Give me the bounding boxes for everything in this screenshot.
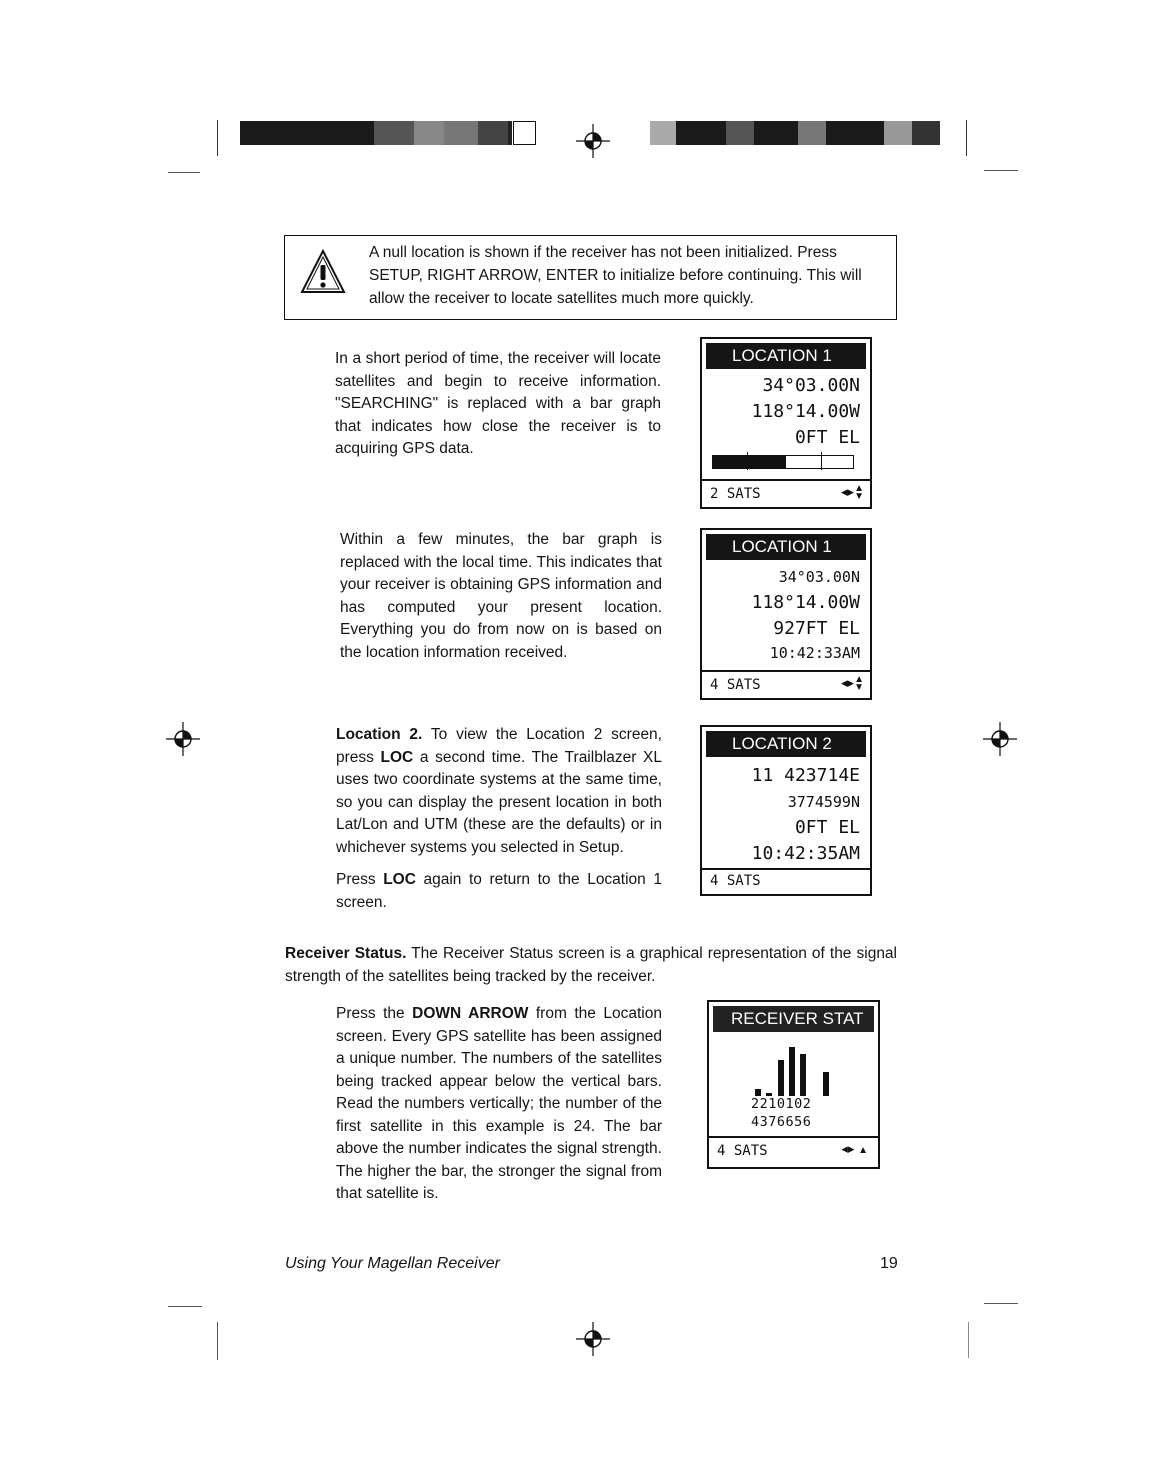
elevation-value: 0FT EL xyxy=(794,427,860,448)
satellite-count: 4 SATS xyxy=(717,1143,768,1159)
longitude-value: 118°14.00W xyxy=(751,592,860,613)
section-3-text-c: Press xyxy=(336,871,384,888)
elevation-value: 0FT EL xyxy=(794,817,860,838)
registration-target-left xyxy=(166,722,200,756)
section-1-text: In a short period of time, the receiver will locate satellites and begin to receive information. "SEARCHING" is replaced with a bar graph that indicates how close the receiver is to acquiring GPS data. xyxy=(335,350,661,457)
location-2-heading: Location 2. xyxy=(336,726,423,743)
footer-title: Using Your Magellan Receiver xyxy=(285,1255,500,1272)
crop-mark-bl xyxy=(168,1306,202,1307)
screen-divider xyxy=(702,479,870,481)
local-time-value: 10:42:35AM xyxy=(751,843,860,864)
nav-arrows-icon: ◂▸▲ ▼ xyxy=(841,482,864,502)
section-3-text-2 xyxy=(336,869,662,914)
receiver-status-sub-b: from the Location screen. Every GPS satellite has been assigned a unique number. The numbers of the satellites being tracked appear below the vertical bars. Read the numbers vertically; the number of the first satellite in this example is 24. The bar above the number indicates the signal strength. The higher the bar, the stronger the signal from that satellite is. xyxy=(336,1005,662,1202)
section-3-text-1 xyxy=(336,724,662,859)
utm-northing-value: 3774599N xyxy=(787,793,860,811)
crop-mark-left-bottom xyxy=(217,1322,218,1360)
satellite-number-top-row: 2210102 xyxy=(751,1096,812,1112)
registration-target-right xyxy=(983,722,1017,756)
crop-mark-left xyxy=(217,120,218,156)
satellite-count: 2 SATS xyxy=(710,486,761,502)
location-2-screen xyxy=(700,725,872,896)
loc-key-label: LOC xyxy=(383,871,416,888)
color-bar-right xyxy=(650,121,940,145)
section-2-text: Within a few minutes, the bar graph is replaced with the local time. This indicates that your receiver is obtaining GPS information and has computed your present location. Everything you do from now on is based on the location information received. xyxy=(340,531,662,661)
loc-key-label: LOC xyxy=(380,748,414,766)
page-number: 19 xyxy=(880,1255,898,1272)
screen-divider xyxy=(702,670,870,672)
satellite-count: 4 SATS xyxy=(710,873,761,889)
registration-target-bottom xyxy=(576,1322,610,1356)
elevation-value: 927FT EL xyxy=(773,618,860,639)
receiver-status-sub-a: Press the xyxy=(336,1005,413,1022)
receiver-status-heading: Receiver Status. xyxy=(285,945,407,962)
bar-tick xyxy=(747,452,748,470)
down-arrow-key-label: DOWN ARROW xyxy=(412,1005,529,1022)
section-2-paragraph xyxy=(340,529,662,674)
screen-title: LOCATION 2 xyxy=(706,731,866,757)
signal-bar xyxy=(755,1089,761,1096)
screen-divider xyxy=(702,868,870,870)
crop-mark-tl xyxy=(168,172,200,173)
receiver-status-paragraph xyxy=(336,1003,662,1216)
crop-mark-br xyxy=(984,1303,1018,1304)
note-line-3: allow the receiver to locate satellites much more quickly. xyxy=(369,290,754,307)
satellite-count: 4 SATS xyxy=(710,677,761,693)
receiver-status-intro xyxy=(285,943,897,998)
registration-target-top xyxy=(576,124,610,158)
color-bar-left xyxy=(240,121,536,145)
nav-arrows-icon: ◂▸▲ ▼ xyxy=(841,673,864,693)
local-time-value: 10:42:33AM xyxy=(769,644,860,662)
bar-tick xyxy=(821,452,822,470)
section-3-text-a: To view the Location 2 screen, press xyxy=(336,726,662,766)
satellite-number-bottom-row: 4376656 xyxy=(751,1114,812,1130)
acquisition-bar-graph xyxy=(712,455,854,469)
signal-bar xyxy=(789,1047,795,1096)
screen-title: LOCATION 1 xyxy=(706,343,866,369)
note-box xyxy=(284,235,897,320)
crop-mark-tr xyxy=(984,170,1018,171)
signal-bar xyxy=(778,1060,784,1096)
section-3-text-b: a second time. The Trailblazer XL uses two coordinate systems at the same time, so you can display the present location in both Lat/Lon and UTM (these are the defaults) or in whichever systems you selected in Setup. xyxy=(336,748,662,856)
receiver-status-text xyxy=(285,943,897,988)
location-1-searching-screen xyxy=(700,337,872,509)
longitude-value: 118°14.00W xyxy=(751,401,860,422)
screen-title: RECEIVER STAT xyxy=(713,1006,874,1032)
section-3-text-d: again to return to the Location 1 screen. xyxy=(336,871,662,911)
section-3-paragraph xyxy=(336,724,662,924)
receiver-status-detail xyxy=(336,1003,662,1206)
nav-arrows-icon: ◂▸ ▲ xyxy=(841,1141,868,1156)
receiver-status-desc: The Receiver Status screen is a graphical representation of the signal strength of the satellites being tracked by the receiver. xyxy=(285,945,898,985)
latitude-value: 34°03.00N xyxy=(762,375,860,396)
utm-easting-value: 11 423714E xyxy=(751,765,860,786)
receiver-status-screen xyxy=(707,1000,880,1169)
signal-bar xyxy=(800,1054,806,1096)
note-line-2: SETUP, RIGHT ARROW, ENTER to initialize before continuing. This will xyxy=(369,267,862,284)
signal-strength-bars xyxy=(753,1038,851,1096)
screen-title: LOCATION 1 xyxy=(706,534,866,560)
warning-icon xyxy=(299,248,347,296)
latitude-value: 34°03.00N xyxy=(778,568,860,586)
crop-mark-right xyxy=(966,120,967,156)
note-line-1: A null location is shown if the receiver has not been initialized. Press xyxy=(369,244,837,261)
acquisition-bar-fill xyxy=(713,456,786,468)
section-1-paragraph xyxy=(335,348,661,471)
screen-divider xyxy=(709,1136,878,1138)
location-1-time-screen xyxy=(700,528,872,700)
note-text xyxy=(369,241,862,310)
signal-bar xyxy=(823,1072,829,1096)
crop-mark-right-bottom xyxy=(968,1322,969,1358)
